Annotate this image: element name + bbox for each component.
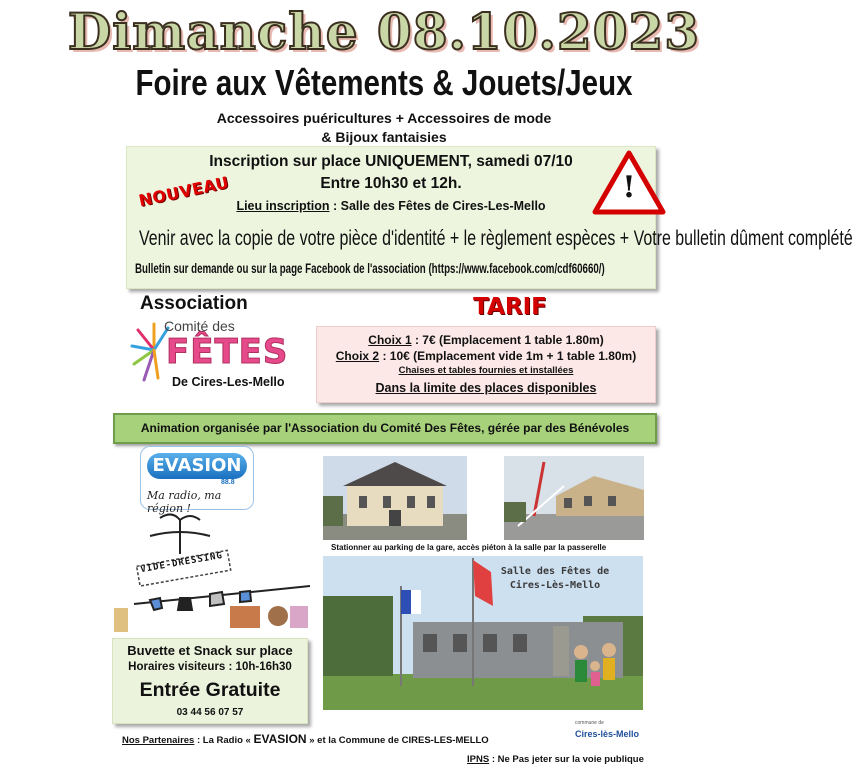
banner-text: Animation organisée par l'Association du Comité Des Fêtes, gérée par des Bénévoles [140, 421, 630, 435]
tarif-limit: Dans la limite des places disponibles [375, 381, 597, 395]
lieu-inscription [127, 199, 655, 213]
tarif-choix-1 [317, 333, 655, 347]
association-heading: Association [140, 293, 248, 314]
subtitle-line-2: & Bijoux fantaisies [321, 129, 447, 145]
choix1-value: : 7€ (Emplacement 1 table 1.80m) [411, 333, 604, 347]
ipns-label: IPNS [467, 754, 490, 765]
tarif-choix-2 [317, 349, 655, 363]
radio-frequency: 88.8 [221, 479, 235, 486]
partners-text-a: : La Radio « [194, 735, 254, 746]
level-crossing-photo [504, 456, 644, 540]
choix2-value: : 10€ (Emplacement vide 1m + 1 table 1.80m) [379, 349, 637, 363]
commune-logo-small: commune de [575, 720, 604, 726]
logo-fetes: FÊTES [166, 332, 289, 372]
buvette-phone: 03 44 56 07 57 [176, 707, 244, 718]
event-date-headline: Dimanche 08.10.2023 [67, 2, 701, 61]
radio-slogan: Ma radio, ma région ! [147, 489, 222, 515]
ipns-text: : Ne Pas jeter sur la voie publique [489, 754, 644, 765]
lieu-label: Lieu inscription [236, 199, 330, 213]
inscription-line-2: Entre 10h30 et 12h. [320, 175, 462, 192]
entree-gratuite: Entrée Gratuite [139, 679, 281, 701]
event-title: Foire aux Vêtements & Jouets/Jeux [135, 62, 633, 103]
radio-logo-pill [147, 453, 247, 479]
commune-logo-name: Cires-lès-Mello [575, 729, 640, 739]
salle-caption-line-1: Salle des Fêtes de [500, 566, 610, 577]
buvette-box [112, 638, 308, 724]
new-badge: NOUVEAU [137, 172, 231, 211]
choix2-label: Choix 2 [335, 349, 380, 363]
inscription-box [126, 146, 853, 289]
partners-label: Nos Partenaires [122, 735, 195, 746]
animation-banner [113, 413, 657, 444]
parking-caption: Stationner au parking de la gare, accès piéton à la salle par la passerelle [331, 543, 607, 552]
tarif-note: Chaises et tables fournies et installées [398, 365, 574, 376]
bulletin-info: Bulletin sur demande ou sur la page Facebook de l'association (https://www.facebook.com/cdf60660/) [135, 261, 605, 276]
subtitle-line-1: Accessoires puéricultures + Accessoires de mode [216, 110, 552, 126]
tarif-box [316, 326, 656, 403]
logo-line-1: Comité des [164, 318, 235, 334]
partners-line [122, 732, 489, 746]
tarif-heading: TARIF [473, 294, 547, 320]
partners-radio: EVASION [253, 732, 307, 746]
warning-symbol: ! [622, 170, 636, 205]
vide-dressing-sign: VIDE-DRESSING [139, 550, 224, 576]
ipns-line [467, 754, 644, 765]
choix1-label: Choix 1 [368, 333, 412, 347]
radio-evasion-logo [140, 446, 254, 515]
lieu-value: : Salle des Fêtes de Cires-Les-Mello [329, 199, 546, 213]
logo-line-3: De Cires-Les-Mello [172, 375, 285, 389]
buvette-hours: Horaires visiteurs : 10h-16h30 [128, 661, 292, 673]
inscription-line-1: Inscription sur place UNIQUEMENT, samedi 07/10 [209, 153, 573, 170]
buvette-line-1: Buvette et Snack sur place [127, 643, 293, 658]
train-station-photo [323, 456, 467, 540]
salle-caption-line-2: Cires-Lès-Mello [509, 580, 601, 591]
radio-name: EVASION [152, 455, 242, 476]
documents-required: Venir avec la copie de votre pièce d'identité + le règlement espèces + Votre bulletin dûment complété [139, 227, 853, 250]
partners-text-b: » et la Commune de CIRES-LES-MELLO [306, 735, 489, 746]
